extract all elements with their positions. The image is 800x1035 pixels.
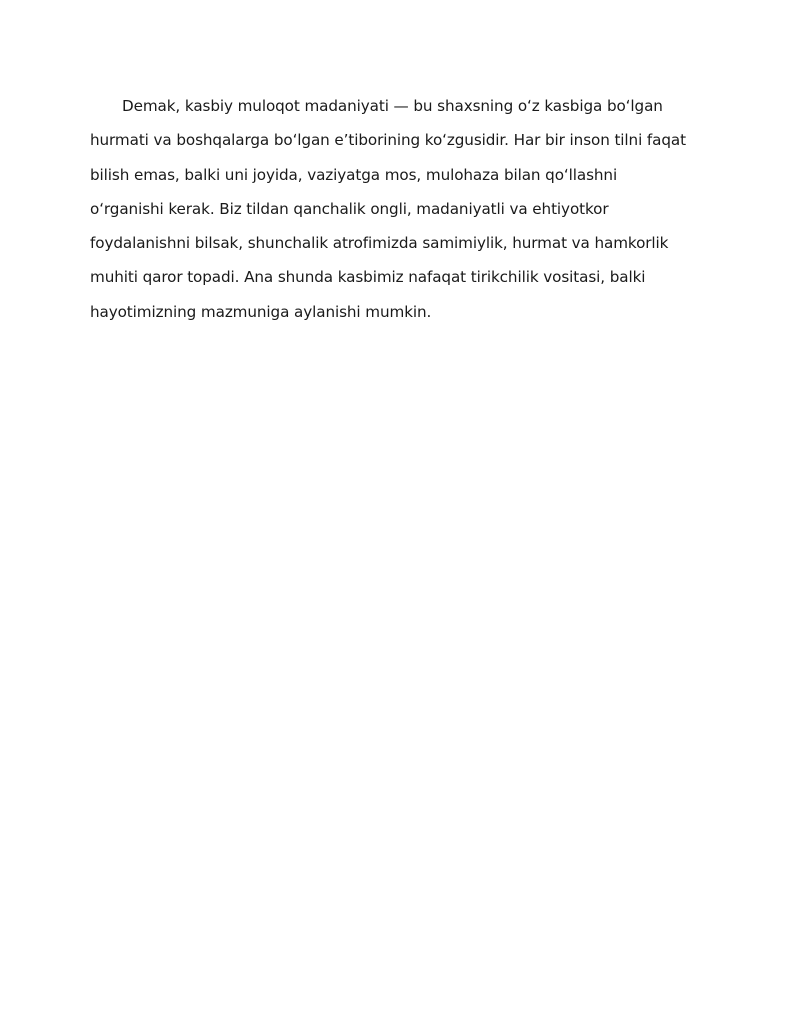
body-paragraph: Demak, kasbiy muloqot madaniyati — bu shaxsning oʻz kasbiga boʻlgan hurmati va boshqalarga boʻlgan eʼtiborining koʻzgusidir. Har bir inson tilni faqat bilish emas, balki uni joyida, vaziyatga mos, mulohaza bilan qoʻllashni oʻrganishi kerak. Biz tildan qanchalik ongli, madaniyatli va ehtiyotkor foydalanishni bilsak, shunchalik atrofimizda samimiylik, hurmat va hamkorlik muhiti qaror topadi. Ana shunda kasbimiz nafaqat tirikchilik vositasi, balki hayotimizning mazmuniga aylanishi mumkin. xyxy=(90,97,686,321)
